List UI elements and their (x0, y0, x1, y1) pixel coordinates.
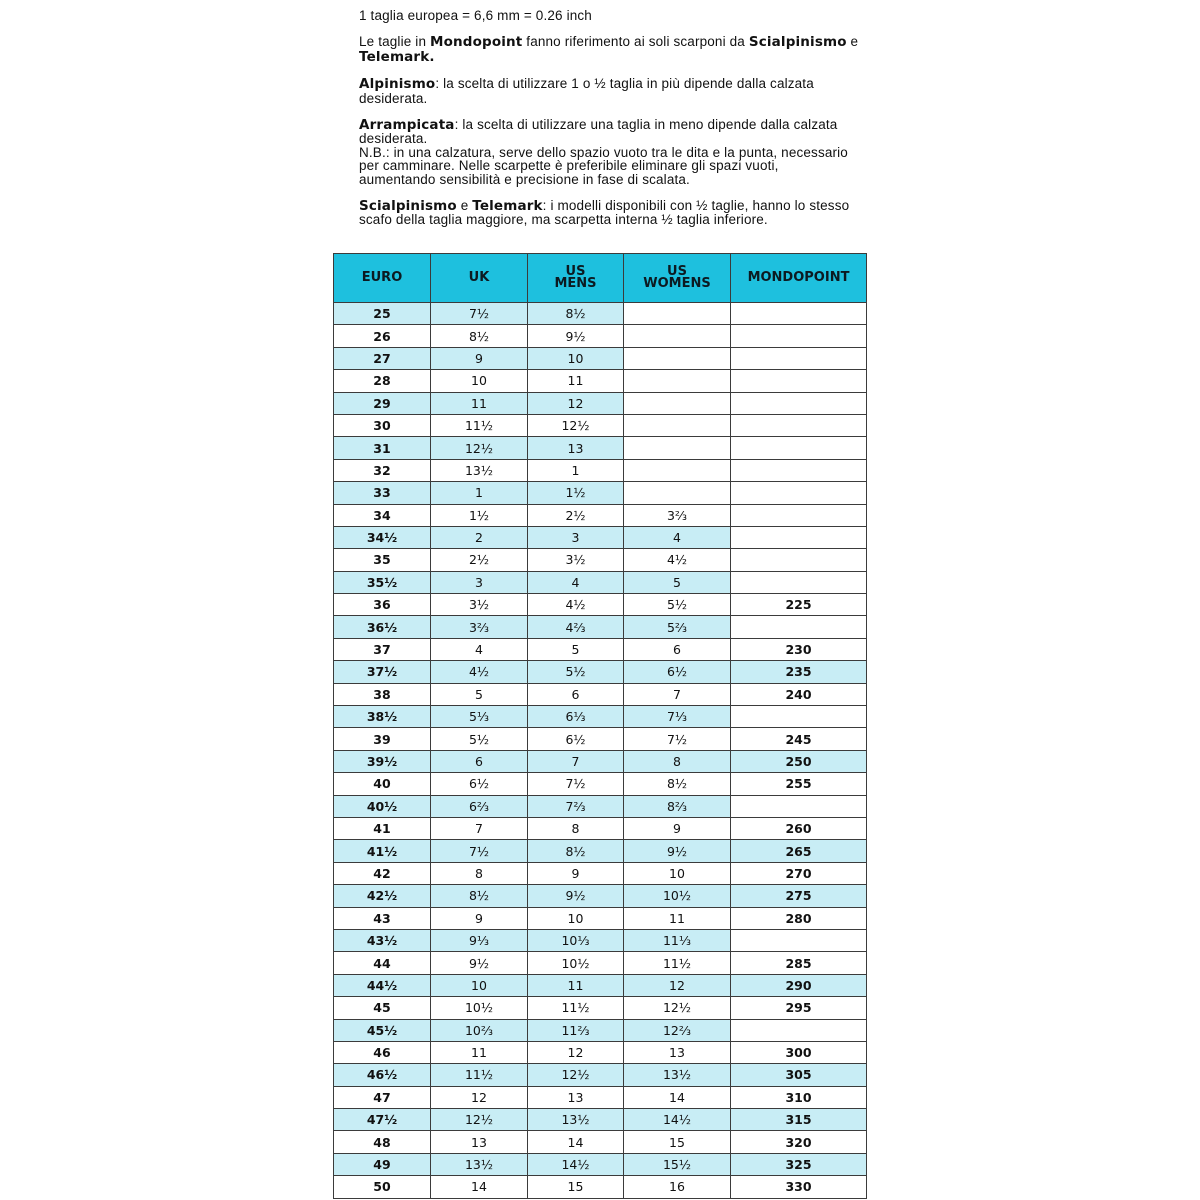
text: : i modelli disponibili con ½ taglie, hanno lo stesso scafo della taglia maggiore, ma scarpetta interna ½ taglia inferiore. (359, 198, 850, 228)
cell-us-womens: 4½ (624, 549, 731, 571)
cell-mondopoint: 230 (731, 638, 867, 660)
cell-us-womens (624, 392, 731, 414)
cell-us-mens: 12½ (528, 1064, 624, 1086)
table-row (334, 303, 867, 325)
cell-mondopoint (731, 325, 867, 347)
cell-uk: 11 (431, 1041, 528, 1063)
cell-uk: 6½ (431, 773, 528, 795)
cell-us-womens (624, 437, 731, 459)
cell-mondopoint: 260 (731, 817, 867, 839)
table-row (334, 929, 867, 951)
table-row (334, 997, 867, 1019)
cell-us-womens: 9½ (624, 840, 731, 862)
table-row (334, 325, 867, 347)
cell-us-womens: 11½ (624, 952, 731, 974)
scialpinismo-note (359, 199, 859, 227)
cell-us-mens: 10½ (528, 952, 624, 974)
cell-uk: 14 (431, 1176, 528, 1198)
cell-uk: 9 (431, 907, 528, 929)
cell-us-womens: 14 (624, 1086, 731, 1108)
table-row (334, 459, 867, 481)
table-row (334, 773, 867, 795)
cell-us-mens: 15 (528, 1176, 624, 1198)
cell-us-mens: 6 (528, 683, 624, 705)
cell-us-womens: 15 (624, 1131, 731, 1153)
cell-us-womens: 3⅔ (624, 504, 731, 526)
cell-euro: 37 (334, 638, 431, 660)
cell-euro: 34 (334, 504, 431, 526)
conversion-note: 1 taglia europea = 6,6 mm = 0.26 inch (359, 8, 592, 23)
cell-mondopoint: 320 (731, 1131, 867, 1153)
cell-euro: 43½ (334, 929, 431, 951)
table-row (334, 907, 867, 929)
header-us-womens: US WOMENS (624, 254, 731, 303)
cell-euro: 47 (334, 1086, 431, 1108)
cell-us-mens: 14 (528, 1131, 624, 1153)
cell-us-mens: 11 (528, 974, 624, 996)
cell-uk: 5½ (431, 728, 528, 750)
table-row (334, 392, 867, 414)
cell-mondopoint (731, 549, 867, 571)
cell-euro: 44½ (334, 974, 431, 996)
cell-us-mens: 9½ (528, 325, 624, 347)
cell-us-mens: 13 (528, 437, 624, 459)
cell-mondopoint (731, 482, 867, 504)
cell-euro: 36½ (334, 616, 431, 638)
cell-us-mens: 7 (528, 750, 624, 772)
cell-mondopoint: 325 (731, 1153, 867, 1175)
cell-us-mens: 7½ (528, 773, 624, 795)
term-alpinismo: Alpinismo (359, 76, 436, 93)
cell-mondopoint (731, 303, 867, 325)
cell-euro: 46½ (334, 1064, 431, 1086)
cell-uk: 7½ (431, 840, 528, 862)
cell-euro: 48 (334, 1131, 431, 1153)
cell-uk: 4½ (431, 661, 528, 683)
cell-us-womens: 7½ (624, 728, 731, 750)
cell-us-mens: 1½ (528, 482, 624, 504)
cell-euro: 39 (334, 728, 431, 750)
cell-uk: 2 (431, 526, 528, 548)
cell-us-mens: 12½ (528, 414, 624, 436)
cell-euro: 50 (334, 1176, 431, 1198)
cell-us-womens: 8½ (624, 773, 731, 795)
cell-us-womens: 5½ (624, 594, 731, 616)
table-row (334, 347, 867, 369)
cell-uk: 11 (431, 392, 528, 414)
cell-uk: 4 (431, 638, 528, 660)
cell-euro: 32 (334, 459, 431, 481)
cell-us-womens (624, 347, 731, 369)
text: : la scelta di utilizzare una taglia in meno dipende dalla calzata desiderata. (359, 117, 838, 147)
cell-us-womens: 10 (624, 862, 731, 884)
cell-us-womens: 8 (624, 750, 731, 772)
cell-us-womens (624, 303, 731, 325)
cell-mondopoint: 315 (731, 1109, 867, 1131)
table-row (334, 370, 867, 392)
cell-mondopoint (731, 706, 867, 728)
cell-mondopoint (731, 370, 867, 392)
cell-euro: 25 (334, 303, 431, 325)
cell-euro: 41½ (334, 840, 431, 862)
cell-mondopoint: 290 (731, 974, 867, 996)
table-row (334, 571, 867, 593)
table-row (334, 885, 867, 907)
cell-mondopoint: 225 (731, 594, 867, 616)
cell-uk: 9½ (431, 952, 528, 974)
cell-us-mens: 8½ (528, 303, 624, 325)
cell-us-mens: 14½ (528, 1153, 624, 1175)
text: fanno riferimento ai soli scarponi da (522, 34, 749, 50)
cell-us-mens: 13½ (528, 1109, 624, 1131)
cell-us-womens: 6 (624, 638, 731, 660)
cell-uk: 6⅔ (431, 795, 528, 817)
table-row (334, 952, 867, 974)
cell-us-womens: 13 (624, 1041, 731, 1063)
cell-euro: 44 (334, 952, 431, 974)
cell-us-mens: 11½ (528, 997, 624, 1019)
cell-us-mens: 12 (528, 392, 624, 414)
cell-euro: 39½ (334, 750, 431, 772)
cell-us-womens (624, 370, 731, 392)
cell-mondopoint: 285 (731, 952, 867, 974)
text: Le taglie in (359, 34, 430, 50)
term-telemark: Telemark. (359, 48, 435, 65)
table-row (334, 706, 867, 728)
table-row (334, 750, 867, 772)
cell-us-womens: 8⅔ (624, 795, 731, 817)
cell-euro: 41 (334, 817, 431, 839)
cell-mondopoint (731, 571, 867, 593)
cell-mondopoint (731, 347, 867, 369)
term-scialpinismo: Scialpinismo (748, 34, 847, 51)
cell-euro: 35½ (334, 571, 431, 593)
cell-euro: 47½ (334, 1109, 431, 1131)
cell-us-mens: 6⅓ (528, 706, 624, 728)
cell-euro: 42 (334, 862, 431, 884)
cell-us-mens: 7⅔ (528, 795, 624, 817)
header-mondopoint: MONDOPOINT (731, 254, 867, 303)
cell-us-womens: 7⅓ (624, 706, 731, 728)
cell-mondopoint (731, 414, 867, 436)
header-uk: UK (431, 254, 528, 303)
cell-mondopoint (731, 1019, 867, 1041)
cell-euro: 40 (334, 773, 431, 795)
cell-mondopoint: 265 (731, 840, 867, 862)
cell-us-mens: 5½ (528, 661, 624, 683)
cell-uk: 12½ (431, 437, 528, 459)
cell-us-mens: 4½ (528, 594, 624, 616)
cell-us-womens: 13½ (624, 1064, 731, 1086)
intro-text (359, 9, 859, 240)
cell-euro: 38½ (334, 706, 431, 728)
header-euro: EURO (334, 254, 431, 303)
cell-us-womens: 12½ (624, 997, 731, 1019)
table-row (334, 414, 867, 436)
cell-us-mens: 3 (528, 526, 624, 548)
cell-mondopoint: 275 (731, 885, 867, 907)
cell-mondopoint: 245 (731, 728, 867, 750)
table-row (334, 594, 867, 616)
cell-euro: 34½ (334, 526, 431, 548)
cell-us-mens: 11 (528, 370, 624, 392)
mondopoint-note (359, 35, 859, 64)
table-row (334, 817, 867, 839)
cell-euro: 40½ (334, 795, 431, 817)
table-row (334, 974, 867, 996)
table-row (334, 683, 867, 705)
cell-euro: 43 (334, 907, 431, 929)
cell-uk: 5 (431, 683, 528, 705)
cell-euro: 46 (334, 1041, 431, 1063)
cell-mondopoint (731, 526, 867, 548)
cell-us-womens (624, 459, 731, 481)
cell-us-mens: 4⅔ (528, 616, 624, 638)
cell-euro: 26 (334, 325, 431, 347)
cell-euro: 28 (334, 370, 431, 392)
table-row (334, 638, 867, 660)
cell-uk: 10 (431, 974, 528, 996)
cell-mondopoint (731, 504, 867, 526)
cell-uk: 10⅔ (431, 1019, 528, 1041)
table-row (334, 661, 867, 683)
cell-mondopoint: 310 (731, 1086, 867, 1108)
cell-us-womens: 12⅔ (624, 1019, 731, 1041)
cell-us-mens: 11⅔ (528, 1019, 624, 1041)
cell-us-mens: 9 (528, 862, 624, 884)
cell-uk: 3 (431, 571, 528, 593)
cell-us-womens: 10½ (624, 885, 731, 907)
cell-uk: 1½ (431, 504, 528, 526)
nb-text: N.B.: in una calzatura, serve dello spazio vuoto tra le dita e la punta, necessario per camminare. Nelle scarpette è preferibile eliminare gli spazi vuoti, aumentando sensibilità e precisione in fase di scalata. (359, 144, 848, 187)
cell-uk: 6 (431, 750, 528, 772)
table-body (334, 303, 867, 1199)
cell-us-mens: 5 (528, 638, 624, 660)
cell-mondopoint: 330 (731, 1176, 867, 1198)
table-row (334, 482, 867, 504)
text: e (456, 198, 473, 214)
cell-us-mens: 4 (528, 571, 624, 593)
cell-mondopoint: 235 (731, 661, 867, 683)
term-scialpinismo: Scialpinismo (359, 198, 457, 215)
table-row (334, 795, 867, 817)
table-row (334, 862, 867, 884)
cell-us-womens: 11⅓ (624, 929, 731, 951)
cell-mondopoint (731, 795, 867, 817)
cell-us-mens: 10 (528, 347, 624, 369)
header-us-mens: US MENS (528, 254, 624, 303)
term-telemark: Telemark (472, 198, 543, 215)
cell-us-mens: 10 (528, 907, 624, 929)
cell-uk: 1 (431, 482, 528, 504)
cell-us-mens: 6½ (528, 728, 624, 750)
term-arrampicata: Arrampicata (359, 117, 455, 134)
cell-mondopoint (731, 459, 867, 481)
cell-mondopoint: 255 (731, 773, 867, 795)
cell-mondopoint (731, 437, 867, 459)
cell-us-womens: 5⅔ (624, 616, 731, 638)
cell-euro: 38 (334, 683, 431, 705)
cell-us-womens: 15½ (624, 1153, 731, 1175)
cell-us-womens (624, 414, 731, 436)
table-row (334, 504, 867, 526)
cell-euro: 29 (334, 392, 431, 414)
cell-uk: 11½ (431, 1064, 528, 1086)
cell-uk: 7½ (431, 303, 528, 325)
cell-mondopoint: 270 (731, 862, 867, 884)
table-row (334, 437, 867, 459)
cell-us-mens: 13 (528, 1086, 624, 1108)
table-row (334, 1131, 867, 1153)
arrampicata-note (359, 118, 859, 186)
table-row (334, 616, 867, 638)
alpinismo-note (359, 77, 859, 105)
table-row (334, 526, 867, 548)
cell-uk: 3⅔ (431, 616, 528, 638)
cell-uk: 7 (431, 817, 528, 839)
cell-euro: 49 (334, 1153, 431, 1175)
table-row (334, 1041, 867, 1063)
cell-uk: 3½ (431, 594, 528, 616)
cell-us-mens: 1 (528, 459, 624, 481)
cell-uk: 12 (431, 1086, 528, 1108)
cell-euro: 37½ (334, 661, 431, 683)
cell-us-womens: 4 (624, 526, 731, 548)
cell-uk: 8½ (431, 885, 528, 907)
cell-euro: 27 (334, 347, 431, 369)
term-mondopoint: Mondopoint (430, 34, 523, 51)
size-conversion-table (333, 253, 867, 1199)
cell-us-womens: 16 (624, 1176, 731, 1198)
cell-euro: 33 (334, 482, 431, 504)
table-row (334, 1064, 867, 1086)
cell-uk: 10 (431, 370, 528, 392)
table-row (334, 840, 867, 862)
cell-euro: 45 (334, 997, 431, 1019)
table-row (334, 1109, 867, 1131)
cell-mondopoint: 250 (731, 750, 867, 772)
cell-uk: 13½ (431, 1153, 528, 1175)
table-row (334, 1176, 867, 1198)
cell-mondopoint: 305 (731, 1064, 867, 1086)
cell-us-womens: 14½ (624, 1109, 731, 1131)
cell-us-womens (624, 325, 731, 347)
cell-uk: 8 (431, 862, 528, 884)
cell-us-womens: 7 (624, 683, 731, 705)
cell-euro: 36 (334, 594, 431, 616)
cell-us-womens: 11 (624, 907, 731, 929)
cell-mondopoint (731, 392, 867, 414)
cell-us-mens: 10⅓ (528, 929, 624, 951)
table-row (334, 1086, 867, 1108)
cell-us-womens: 12 (624, 974, 731, 996)
cell-uk: 9⅓ (431, 929, 528, 951)
cell-us-mens: 8½ (528, 840, 624, 862)
table-row (334, 1153, 867, 1175)
cell-mondopoint (731, 929, 867, 951)
cell-uk: 9 (431, 347, 528, 369)
table-row (334, 728, 867, 750)
cell-euro: 31 (334, 437, 431, 459)
table-header-row (334, 254, 867, 303)
cell-us-womens: 6½ (624, 661, 731, 683)
cell-euro: 45½ (334, 1019, 431, 1041)
text: e (846, 34, 859, 50)
cell-us-womens: 9 (624, 817, 731, 839)
cell-uk: 12½ (431, 1109, 528, 1131)
table-row (334, 549, 867, 571)
cell-us-mens: 2½ (528, 504, 624, 526)
cell-us-mens: 8 (528, 817, 624, 839)
cell-uk: 11½ (431, 414, 528, 436)
cell-us-womens (624, 482, 731, 504)
cell-euro: 42½ (334, 885, 431, 907)
cell-uk: 5⅓ (431, 706, 528, 728)
cell-us-mens: 12 (528, 1041, 624, 1063)
cell-us-mens: 3½ (528, 549, 624, 571)
cell-euro: 30 (334, 414, 431, 436)
cell-mondopoint: 295 (731, 997, 867, 1019)
cell-uk: 13½ (431, 459, 528, 481)
text: : la scelta di utilizzare 1 o ½ taglia in più dipende dalla calzata desiderata. (359, 76, 814, 106)
cell-uk: 10½ (431, 997, 528, 1019)
cell-uk: 2½ (431, 549, 528, 571)
cell-euro: 35 (334, 549, 431, 571)
cell-mondopoint: 240 (731, 683, 867, 705)
cell-mondopoint (731, 616, 867, 638)
cell-us-womens: 5 (624, 571, 731, 593)
cell-uk: 8½ (431, 325, 528, 347)
cell-mondopoint: 280 (731, 907, 867, 929)
cell-mondopoint: 300 (731, 1041, 867, 1063)
cell-uk: 13 (431, 1131, 528, 1153)
cell-us-mens: 9½ (528, 885, 624, 907)
table-row (334, 1019, 867, 1041)
